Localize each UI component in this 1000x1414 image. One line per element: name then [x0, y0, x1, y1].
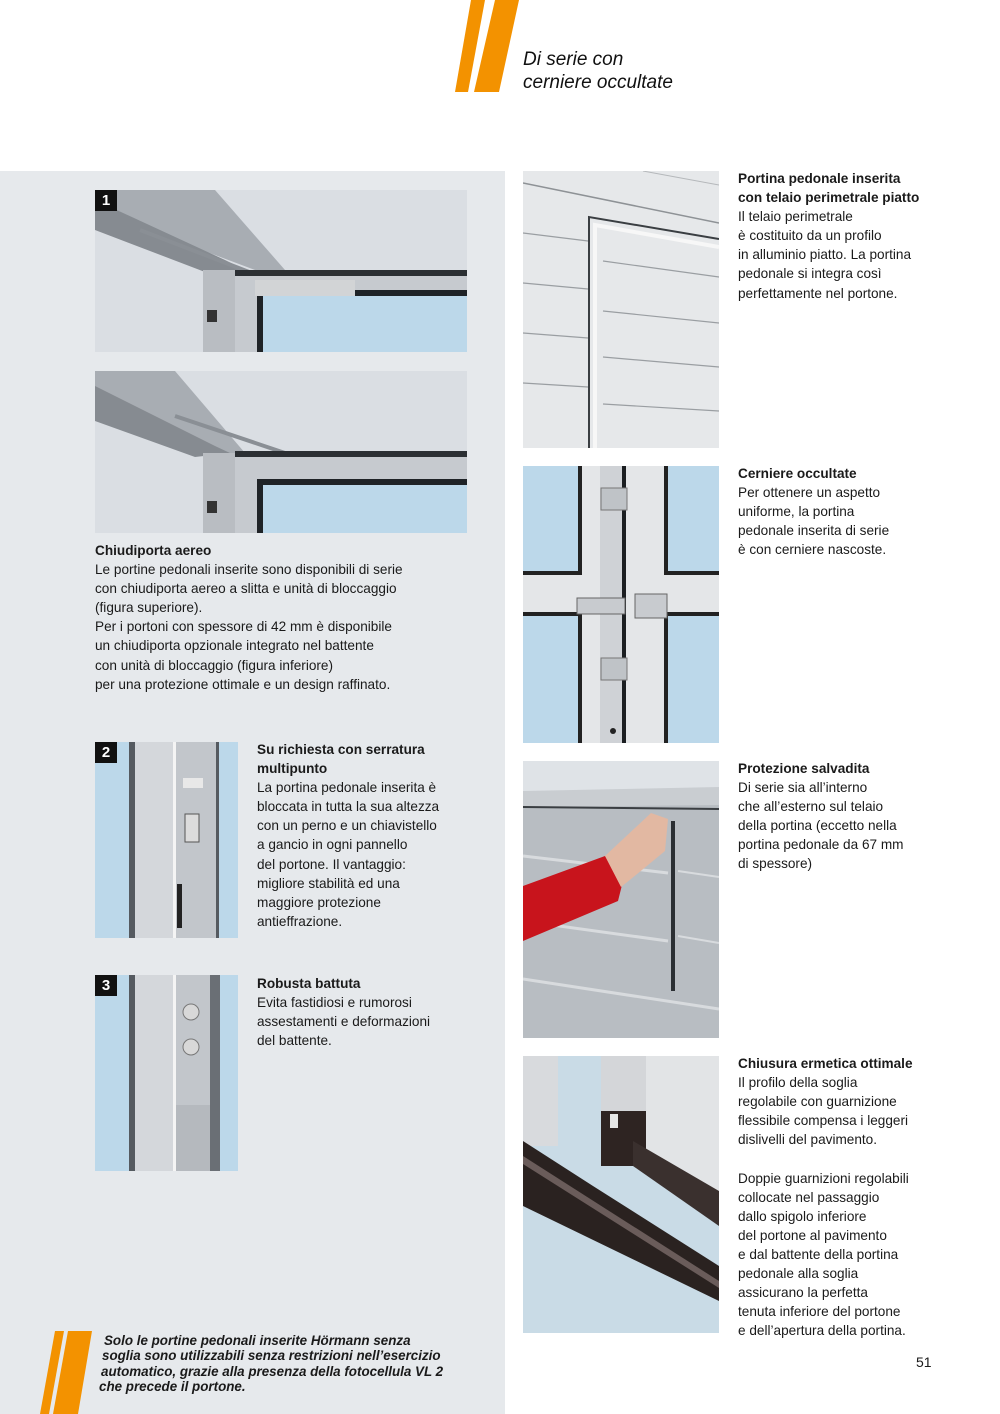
lock-line: del portone. Il vantaggio:	[257, 856, 406, 872]
hidden-hinges-line: è con cerniere nascoste.	[738, 542, 887, 558]
finger-protection-line: di spessore)	[738, 856, 813, 872]
title-line: Di serie con	[523, 49, 624, 70]
threshold-seal-line: e dal battente della portina	[738, 1246, 899, 1262]
lock-line: antieffrazione.	[257, 913, 343, 929]
lock-heading: Su richiesta con serratura	[257, 742, 425, 757]
flat-frame-line: pedonale si integra così	[738, 266, 882, 282]
photo-finger-protection	[523, 761, 719, 1038]
page-title	[523, 48, 673, 94]
lock-heading: multipunto	[257, 761, 328, 777]
threshold-seal-line: tenuta inferiore del portone	[738, 1304, 901, 1320]
lock-line: maggiore protezione	[257, 894, 381, 910]
strike-heading: Robusta battuta	[257, 976, 361, 991]
strike-line: del battente.	[257, 1033, 332, 1049]
threshold-seal-line: Doppie guarnizioni regolabili	[738, 1170, 909, 1186]
threshold-seal-line: regolabile con guarnizione	[738, 1094, 897, 1110]
flat-frame-line: è costituito da un profilo	[738, 228, 882, 244]
figure-badge-2: 2	[95, 742, 117, 763]
flat-frame-line: perfettamente nel portone.	[738, 285, 898, 301]
closer-line: con chiudiporta aereo a slitta e unità di bloccaggio	[95, 581, 397, 597]
figure-badge-3: 3	[95, 975, 117, 996]
threshold-seal-line: flessibile compensa i leggeri	[738, 1113, 909, 1129]
lock-line: a gancio in ogni pannello	[257, 837, 408, 853]
threshold-seal-text-block	[738, 1054, 978, 1340]
finger-protection-text-block	[738, 759, 978, 874]
page-number: 51	[916, 1354, 932, 1370]
closer-line: per una protezione ottimale e un design raffinato.	[95, 676, 391, 692]
threshold-seal-line: pedonale alla soglia	[738, 1266, 859, 1282]
lock-text-block	[257, 740, 482, 931]
finger-protection-heading: Protezione salvadita	[738, 761, 870, 776]
flat-frame-heading: Portina pedonale inserita	[738, 171, 901, 186]
title-line: cerniere occultate	[523, 72, 673, 93]
hidden-hinges-heading: Cerniere occultate	[738, 466, 857, 481]
orange-stripes-note-icon	[40, 1331, 96, 1414]
hidden-hinges-line: pedonale inserita di serie	[738, 523, 890, 539]
lock-line: migliore stabilità ed una	[257, 875, 400, 891]
note-line: Solo le portine pedonali inserite Hörmann senza	[104, 1333, 411, 1348]
threshold-seal-line: collocate nel passaggio	[738, 1189, 880, 1205]
flat-frame-line: Il telaio perimetrale	[738, 209, 853, 225]
threshold-seal-heading: Chiusura ermetica ottimale	[738, 1056, 913, 1071]
lock-line: La portina pedonale inserita è	[257, 780, 437, 796]
photo-threshold-seal	[523, 1056, 719, 1333]
photo-flat-frame	[523, 171, 719, 448]
threshold-seal-line: del portone al pavimento	[738, 1227, 887, 1243]
finger-protection-line: portina pedonale da 67 mm	[738, 837, 904, 853]
photo-overhead-closer	[95, 190, 467, 352]
threshold-seal-line: assicurano la perfetta	[738, 1285, 868, 1301]
threshold-seal-line: e dell’apertura della portina.	[738, 1323, 906, 1339]
photo-integrated-closer	[95, 371, 467, 533]
finger-protection-line: della portina (eccetto nella	[738, 818, 897, 834]
photo-multipoint-lock	[95, 742, 238, 938]
strike-line: Evita fastidiosi e rumorosi	[257, 995, 412, 1011]
flat-frame-heading: con telaio perimetrale piatto	[738, 190, 920, 206]
note-line: che precede il portone.	[99, 1379, 246, 1395]
closer-line: con unità di bloccaggio (figura inferiore)	[95, 657, 334, 673]
closer-line: Per i portoni con spessore di 42 mm è disponibile	[95, 619, 392, 635]
hidden-hinges-line: uniforme, la portina	[738, 504, 855, 520]
photo-robust-strike	[95, 975, 238, 1171]
photo-hidden-hinges	[523, 466, 719, 743]
note-line: soglia sono utilizzabili senza restrizioni nell’esercizio	[102, 1348, 441, 1364]
finger-protection-line: che all’esterno sul telaio	[738, 799, 884, 815]
finger-protection-line: Di serie sia all’interno	[738, 780, 868, 796]
note-line: automatico, grazie alla presenza della fotocellula VL 2	[101, 1363, 444, 1379]
strike-text-block	[257, 974, 482, 1050]
lock-line: con un perno e un chiavistello	[257, 818, 437, 834]
threshold-seal-line: dallo spigolo inferiore	[738, 1208, 867, 1224]
lock-line: bloccata in tutta la sua altezza	[257, 799, 440, 815]
closer-line: (figura superiore).	[95, 600, 203, 616]
threshold-seal-line: Il profilo della soglia	[738, 1075, 858, 1091]
hidden-hinges-line: Per ottenere un aspetto	[738, 485, 881, 501]
figure-badge-1: 1	[95, 190, 117, 211]
orange-stripes-logo	[455, 0, 525, 92]
automatic-operation-note	[99, 1333, 443, 1395]
closer-text-block	[95, 541, 485, 694]
closer-heading: Chiudiporta aereo	[95, 543, 212, 558]
hidden-hinges-text-block	[738, 464, 978, 559]
flat-frame-line: in alluminio piatto. La portina	[738, 247, 912, 263]
closer-line: Le portine pedonali inserite sono disponibili di serie	[95, 562, 403, 578]
strike-line: assestamenti e deformazioni	[257, 1014, 431, 1030]
closer-line: un chiudiporta opzionale integrato nel battente	[95, 638, 374, 654]
threshold-seal-line: dislivelli del pavimento.	[738, 1132, 878, 1148]
flat-frame-text-block	[738, 169, 978, 303]
